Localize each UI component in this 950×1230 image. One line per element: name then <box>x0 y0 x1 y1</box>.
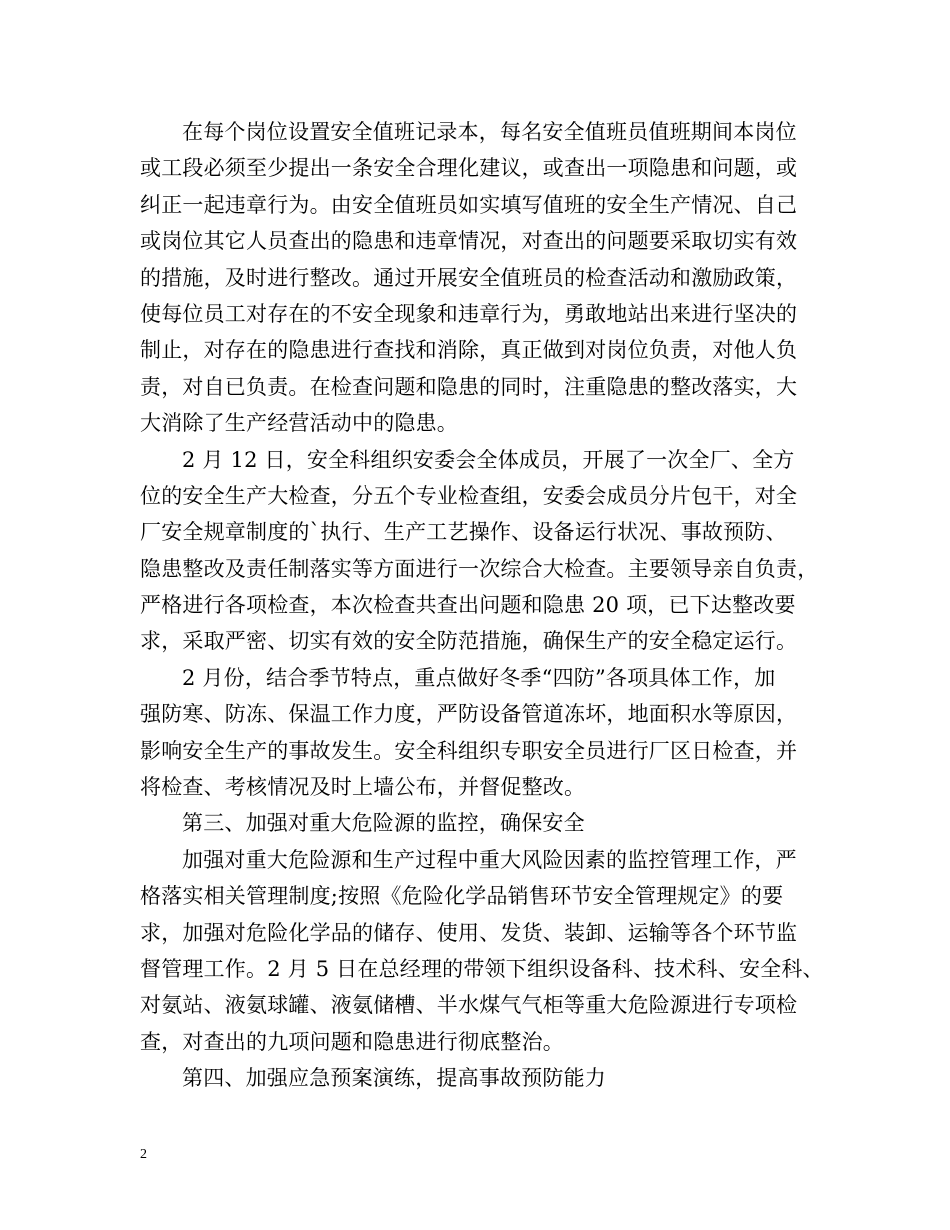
text-line: 制止，对存在的隐患进行查找和消除，真正做到对岗位负责，对他人负 <box>140 338 798 363</box>
text-line: 将检查、考核情况及时上墙公布，并督促整改。 <box>140 775 586 800</box>
text-line: 严格进行各项检查，本次检查共查出问题和隐患 20 项，已下达整改要 <box>140 593 796 618</box>
text-line: 位的安全生产大检查，分五个专业检查组，安委会成员分片包干，对全 <box>140 483 798 508</box>
text-line: 影响安全生产的事故发生。安全科组织专职安全员进行厂区日检查，并 <box>140 738 798 763</box>
text-line: 或工段必须至少提出一条安全合理化建议，或查出一项隐患和问题，或 <box>140 156 798 181</box>
text-line: 厂安全规章制度的`执行、生产工艺操作、设备运行状况、事故预防、 <box>140 520 787 545</box>
document-body <box>140 114 824 1097</box>
section-heading: 第四、加强应急预案演练，提高事故预防能力 <box>182 1066 606 1091</box>
text-line: 求，采取严密、切实有效的安全防范措施，确保生产的安全稳定运行。 <box>140 629 798 654</box>
section-heading: 第三、加强对重大危险源的监控，确保安全 <box>182 811 585 836</box>
text-line: 加强对重大危险源和生产过程中重大风险因素的监控管理工作，严 <box>182 847 797 872</box>
page-number: 2 <box>140 1147 147 1162</box>
text-line: 使每位员工对存在的不安全现象和违章行为，勇敢地站出来进行坚决的 <box>140 301 798 326</box>
text-line: 求，加强对危险化学品的储存、使用、发货、装卸、运输等各个环节监 <box>140 920 798 945</box>
text-line: 在每个岗位设置安全值班记录本，每名安全值班员值班期间本岗位 <box>182 120 797 144</box>
text-line: 对氨站、液氨球罐、液氨储槽、半水煤气气柜等重大危险源进行专项检 <box>140 993 798 1018</box>
text-line: 督管理工作。2 月 5 日在总经理的带领下组织设备科、技术科、安全科、 <box>140 956 824 981</box>
text-line: 2 月份，结合季节特点，重点做好冬季“四防”各项具体工作，加 <box>182 665 776 690</box>
text-line: 2 月 12 日，安全科组织安委会全体成员，开展了一次全厂、全方 <box>182 447 795 472</box>
text-line: 格落实相关管理制度;按照《危险化学品销售环节安全管理规定》的要 <box>140 884 784 909</box>
text-line: 强防寒、防冻、保温工作力度，严防设备管道冻坏，地面积水等原因， <box>140 702 798 727</box>
text-line: 查，对查出的九项问题和隐患进行彻底整治。 <box>140 1029 564 1054</box>
text-line: 大消除了生产经营活动中的隐患。 <box>140 411 458 436</box>
text-line: 或岗位其它人员查出的隐患和违章情况，对查出的问题要采取切实有效 <box>140 229 798 254</box>
text-line: 纠正一起违章行为。由安全值班员如实填写值班的安全生产情况、自己 <box>140 192 798 217</box>
text-line: 的措施，及时进行整改。通过开展安全值班员的检查活动和激励政策， <box>140 265 798 290</box>
text-line: 隐患整改及责任制落实等方面进行一次综合大检查。主要领导亲自负责， <box>140 556 819 581</box>
text-line: 责，对自已负责。在检查问题和隐患的同时，注重隐患的整改落实，大 <box>140 374 798 399</box>
